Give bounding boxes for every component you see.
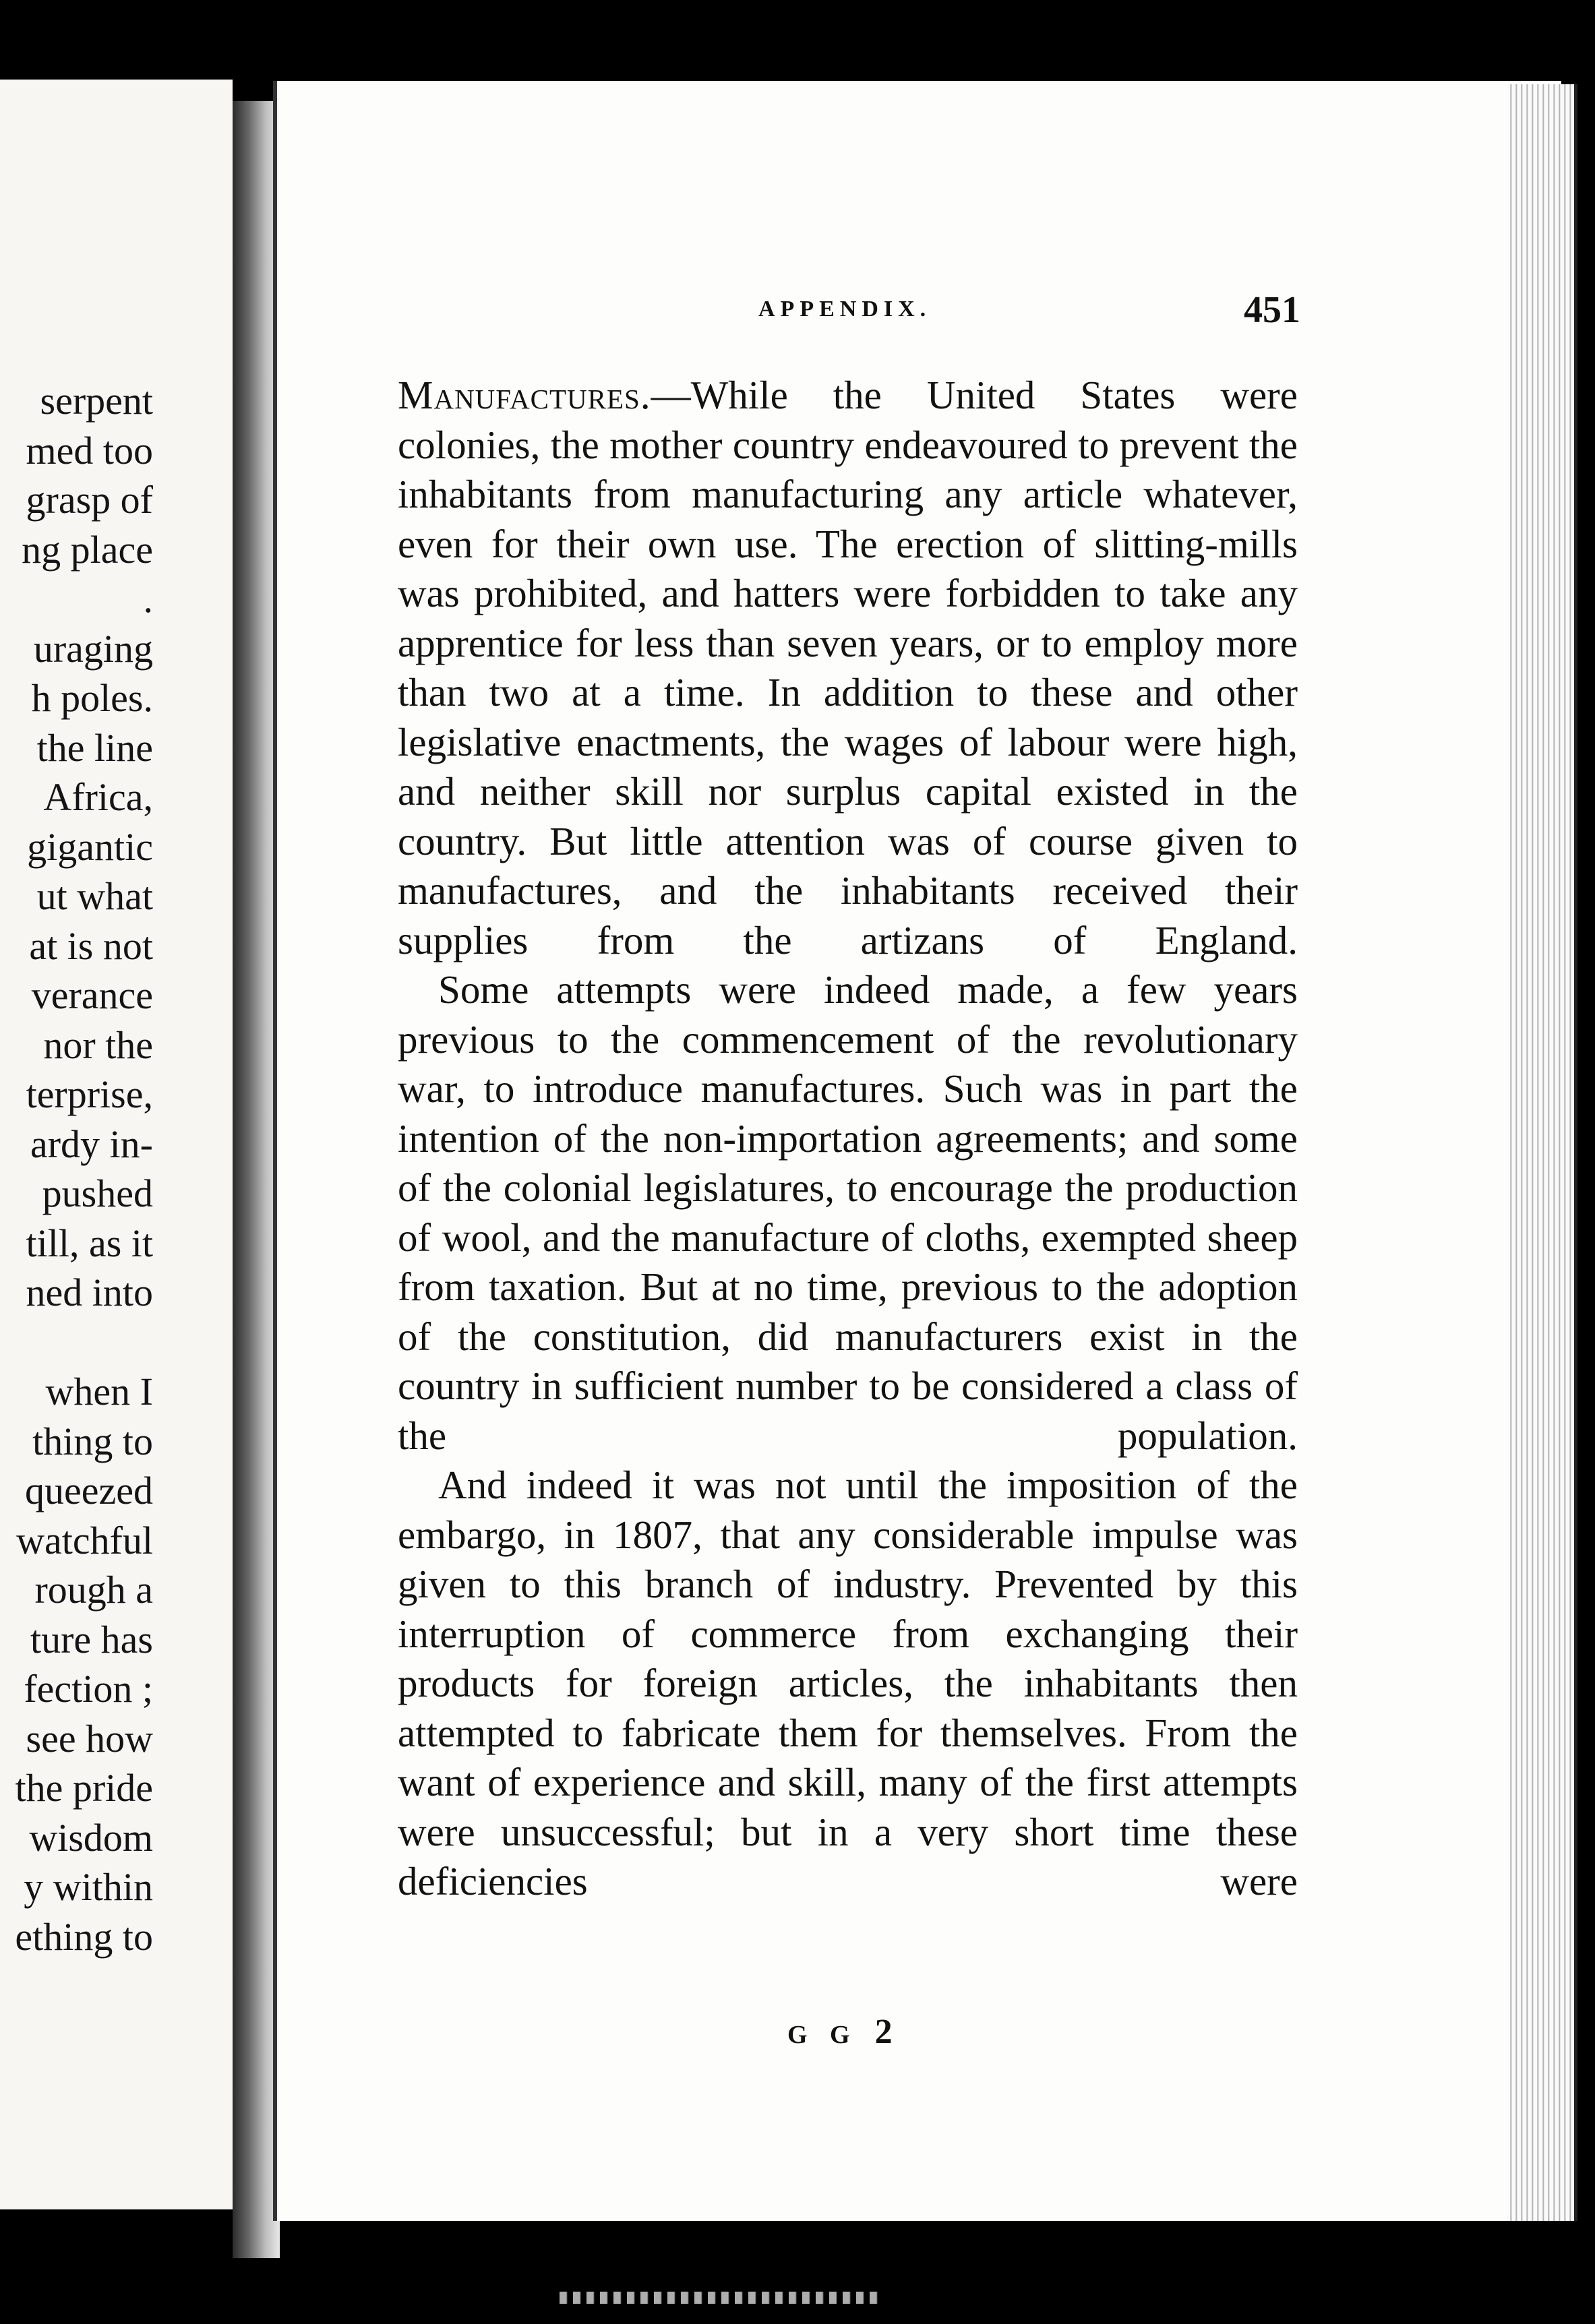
facing-page-line: med too xyxy=(26,428,153,472)
facing-page-line: nor the xyxy=(43,1022,153,1067)
signature-letters: G G xyxy=(787,2021,858,2049)
scan-artifact xyxy=(560,2292,883,2304)
paragraph-manufactures xyxy=(398,371,1298,965)
facing-page-line: wisdom xyxy=(29,1815,153,1860)
facing-page-line xyxy=(0,1318,153,1368)
facing-page-line: uraging xyxy=(33,626,153,671)
body-text xyxy=(398,371,1298,1907)
facing-page-line: see how xyxy=(26,1716,153,1761)
facing-page-line: verance xyxy=(31,973,153,1017)
running-head: APPENDIX. xyxy=(758,297,932,322)
facing-page-line: ardy in- xyxy=(30,1122,153,1166)
facing-page-line: till, as it xyxy=(26,1221,153,1265)
facing-page-line: ture has xyxy=(30,1617,153,1661)
facing-page-line: when I xyxy=(45,1370,153,1413)
facing-page-line: pushed xyxy=(42,1171,153,1215)
facing-page-line: y within xyxy=(24,1865,153,1909)
facing-page-line: gigantic xyxy=(27,824,153,869)
facing-page-line: watchful xyxy=(16,1518,153,1562)
section-lead: Manufactures. xyxy=(398,373,651,417)
facing-page-line: serpent xyxy=(40,379,153,423)
paragraph-text: Some attempts were indeed made, a few years previous to the commencement of the revolutionary war, to introduce manufactures. Such was in part the intention of the non-importation agreements; and some of the colonial legislatures, to encourage the production of wool, and the manufacture of cloths, exempted sheep from taxation. But at no time, previous to the adoption of the constitution, did manufacturers exist in the country in sufficient number to be considered a class of the population. xyxy=(398,967,1298,1458)
page-number: 451 xyxy=(1244,289,1300,331)
paragraph-embargo xyxy=(398,1461,1298,1907)
signature-number: 2 xyxy=(874,2013,901,2051)
facing-page-line: thing to xyxy=(32,1419,153,1463)
facing-page-left xyxy=(0,80,233,2209)
facing-page-line: . xyxy=(143,577,153,621)
paragraph-attempts xyxy=(398,965,1298,1461)
facing-page-text xyxy=(0,376,153,1961)
page-edges xyxy=(1507,84,1577,2221)
facing-page-line: grasp of xyxy=(26,478,153,522)
facing-page-line: ething to xyxy=(15,1914,153,1959)
facing-page-line: Africa, xyxy=(43,775,153,819)
paragraph-text: —While the United States were colonies, the mother country endeavoured to prevent the inhabitants from manufacturing any article whatever, even for their own use. The erection of slitting-mills was prohibited, and hatters were forbidden to take any apprentice for less than seven years, or to employ more than two at a time. In addition to these and other legislative enactments, the wages of labour were high, and neither skill nor surplus capital existed in the country. But little attention was of course given to manufactures, and the inhabitants received their supplies from the artizans of England. xyxy=(398,373,1298,962)
facing-page-line: queezed xyxy=(25,1469,153,1512)
facing-page-line: the pride xyxy=(15,1766,153,1810)
facing-page-line: at is not xyxy=(29,923,153,968)
facing-page-line: fection ; xyxy=(24,1667,153,1711)
facing-page-line: ut what xyxy=(36,874,153,918)
paragraph-text: And indeed it was not until the imposition of the embargo, in 1807, that any considerable impulse was given to this branch of industry. Prevented by this interruption of commerce from exchanging their products for foreign articles, the inhabitants then attempted to fabricate them for themselves. From the want of experience and skill, many of the first attempts were unsuccessful; but in a very short time these deficiencies were xyxy=(398,1463,1298,1903)
facing-page-line: terprise, xyxy=(26,1072,153,1116)
signature-mark xyxy=(787,2012,901,2052)
facing-page-line: ned into xyxy=(26,1271,153,1314)
facing-page-line: rough a xyxy=(34,1568,153,1612)
facing-page-line: h poles. xyxy=(31,676,153,720)
facing-page-line: the line xyxy=(36,725,153,770)
facing-page-line: ng place xyxy=(22,527,153,572)
